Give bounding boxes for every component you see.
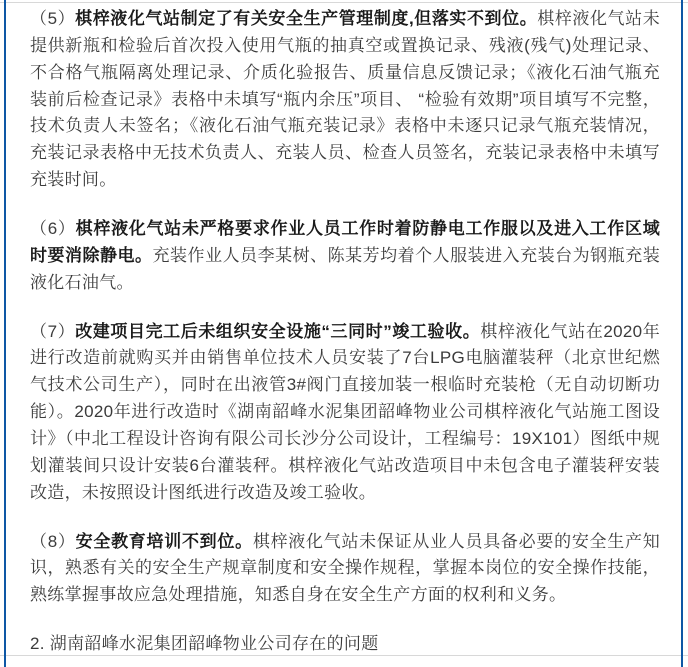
article-body bbox=[30, 6, 660, 658]
issue-paragraph-7 bbox=[30, 319, 660, 507]
right-accent-border bbox=[681, 0, 683, 667]
issue-number: （5） bbox=[30, 9, 76, 28]
issue-body-text: 棋梓液化气站在2020年进行改造前就购买并由销售单位技术人员安装了7台LPG电脑灌装秤（北京世纪燃气技术公司生产），同时在出液管3#阀门直接加装一根临时充装枪（无自动切断功能）。2020年进行改造时《湖南韶峰水泥集团韶峰物业公司棋梓液化气站施工图设计》（中北工程设计咨询有限公司长沙分公司设计，工程编号：19X101）图纸中规划灌装间只设计安装6台灌装秤。棋梓液化气站改造项目中未包含电子灌装秤安装改造，未按照设计图纸进行改造及竣工验收。 bbox=[30, 321, 661, 502]
issue-paragraph-8 bbox=[30, 529, 660, 610]
issue-paragraph-6 bbox=[30, 216, 660, 297]
issue-paragraph-5 bbox=[30, 6, 660, 194]
issue-body-text: 棋梓液化气站未提供新瓶和检验后首次投入使用气瓶的抽真空或置换记录、残液(残气)处理记录、不合格气瓶隔离处理记录、介质化验报告、质量信息反馈记录；《液化石油气瓶充装前后检查记录》表格中未填写“瓶内余压”项目、 “检验有效期”项目填写不完整，技术负责人未签名；《液化石油气瓶充装记录》表格中未逐只记录气瓶充装情况，充装记录表格中无技术负责人、充装人员、检查人员签名，充装记录表格中未填写充装时间。 bbox=[30, 9, 660, 190]
issue-number: （7） bbox=[30, 321, 76, 341]
issue-title: 改建项目完工后未组织安全设施“三同时”竣工验收。 bbox=[75, 321, 481, 341]
issue-body-text: 充装作业人员李某树、陈某芳均着个人服装进入充装台为钢瓶充装液化石油气。 bbox=[30, 245, 660, 292]
section-heading: 2. 湖南韶峰水泥集团韶峰物业公司存在的问题 bbox=[30, 634, 379, 654]
issue-title: 棋梓液化气站制定了有关安全生产管理制度,但落实不到位。 bbox=[75, 9, 538, 28]
issue-number: （8） bbox=[30, 531, 76, 551]
top-divider bbox=[0, 2, 688, 3]
issue-number: （6） bbox=[30, 219, 76, 239]
issue-title: 棋梓液化气站未严格要求作业人员工作时着防静电工作服以及进入工作区域时要消除静电。 bbox=[30, 219, 660, 265]
left-accent-border bbox=[4, 0, 6, 667]
issue-title: 安全教育培训不到位。 bbox=[75, 531, 253, 551]
issue-body-text: 棋梓液化气站未保证从业人员具备必要的安全生产知识，熟悉有关的安全生产规章制度和安全操作规程，掌握本岗位的安全操作技能，熟练掌握事故应急处理措施，知悉自身在安全生产方面的权利和义务。 bbox=[30, 531, 661, 605]
